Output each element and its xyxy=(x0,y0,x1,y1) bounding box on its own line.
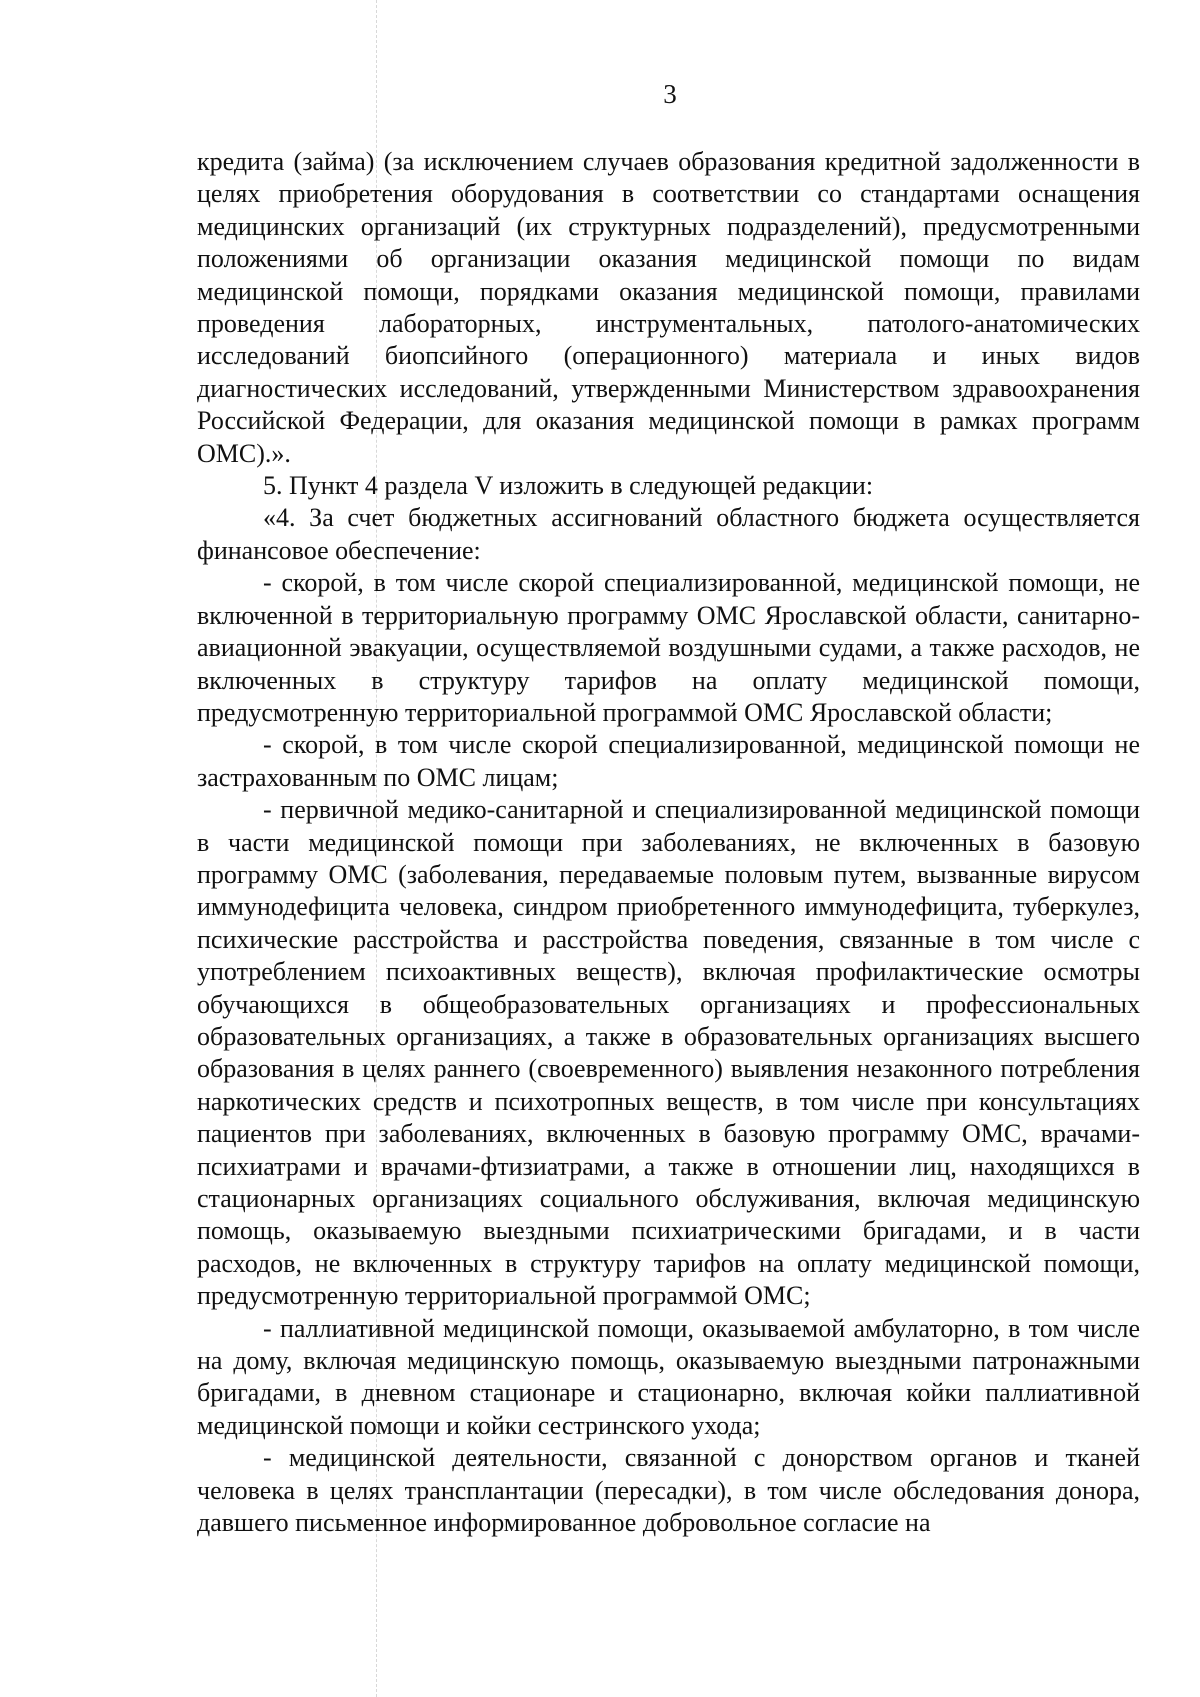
paragraph-credit-continuation: кредита (займа) (за исключением случаев образования кредитной задолженности в целях приобретения оборудования в соответствии со стандартами оснащения медицинских организаций (их структурных подразделений), предусмотренными положениями об организации оказания медицинской помощи по видам медицинской помощи, порядками оказания медицинской помощи, правилами проведения лабораторных, инструментальных, патолого-анатомических исследований биопсийного (операционного) материала и иных видов диагностических исследований, утвержденными Министерством здравоохранения Российской Федерации, для оказания медицинской помощи в рамках программ ОМС).». xyxy=(197,147,1140,468)
page-number: 3 xyxy=(663,79,677,109)
paragraph-emergency-uninsured: - скорой, в том числе скорой специализированной, медицинской помощи не застрахованным по ОМС лицам; xyxy=(197,730,1140,792)
paragraph-primary-care: - первичной медико-санитарной и специализированной медицинской помощи в части медицинской помощи при заболеваниях, не включенных в базовую программу ОМС (заболевания, передаваемые половым путем, вызванные вирусом иммунодефицита человека, синдром приобретенного иммунодефицита, туберкулез, психические расстройства и расстройства поведения, связанные в том числе с употреблением психоактивных веществ), включая профилактические осмотры обучающихся в общеобразовательных организациях и профессиональных образовательных организациях, а также в образовательных организациях высшего образования в целях раннего (своевременного) выявления незаконного потребления наркотических средств и психотропных веществ, в том числе при консультациях пациентов при заболеваниях, включенных в базовую программу ОМС, врачами-психиатрами и врачами-фтизиатрами, а также в отношении лиц, находящихся в стационарных организациях социального обслуживания, включая медицинскую помощь, оказываемую выездными психиатрическими бригадами, и в части расходов, не включенных в структуру тарифов на оплату медицинской помощи, предусмотренную территориальной программой ОМС; xyxy=(197,795,1140,1311)
paragraph-emergency-care: - скорой, в том числе скорой специализированной, медицинской помощи, не включенной в территориальную программу ОМС Ярославской области, санитарно-авиационной эвакуации, осуществляемой воздушными судами, а также расходов, не включенных в структуру тарифов на оплату медицинской помощи, предусмотренную территориальной программой ОМС Ярославской области; xyxy=(197,568,1140,727)
paragraph-palliative-care: - паллиативной медицинской помощи, оказываемой амбулаторно, в том числе на дому, включая медицинскую помощь, оказываемую выездными патронажными бригадами, в дневном стационаре и стационарно, включая койки паллиативной медицинской помощи и койки сестринского ухода; xyxy=(197,1313,1140,1440)
paragraph-donation: - медицинской деятельности, связанной с донорством органов и тканей человека в целях трансплантации (пересадки), в том числе обследования донора, давшего письменное информированное добровольное согласие на xyxy=(197,1443,1140,1538)
document-body xyxy=(197,146,1140,1539)
paragraph-item-5: 5. Пункт 4 раздела V изложить в следующей редакции: xyxy=(263,471,874,501)
paragraph-clause-4: «4. За счет бюджетных ассигнований областного бюджета осуществляется финансовое обеспечение: xyxy=(197,503,1140,565)
